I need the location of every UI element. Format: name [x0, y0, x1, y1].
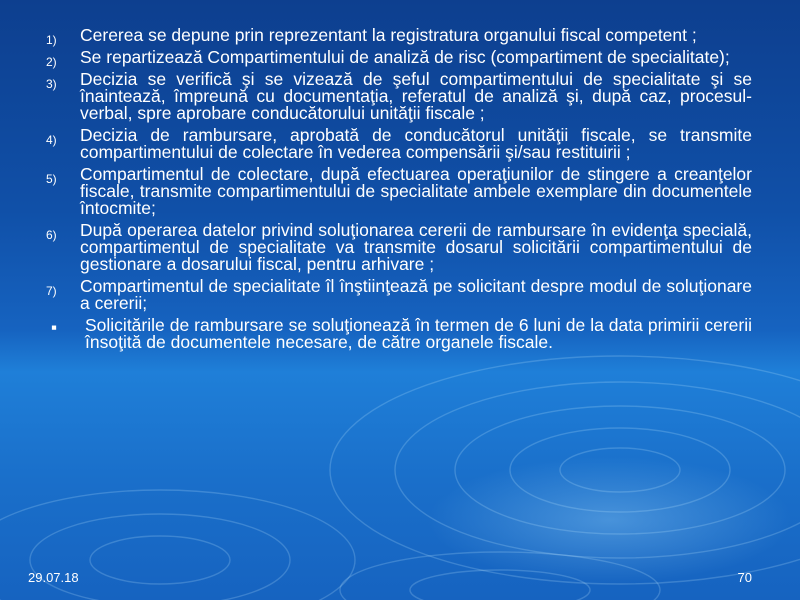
list-marker: 6)	[46, 228, 57, 242]
list-item-text: Decizia de rambursare, aprobată de conducătorul unităţii fiscale, se transmite compartimentului de colectare în vederea compensării şi/sau restituirii ;	[80, 125, 752, 162]
list-item-text: Compartimentul de specialitate îl înştiinţează pe solicitant despre modul de soluţionare a cererii;	[80, 276, 752, 313]
numbered-list	[46, 27, 752, 356]
list-item	[46, 49, 752, 71]
list-item	[46, 317, 752, 356]
list-marker: 1)	[46, 33, 57, 47]
list-item	[46, 71, 752, 127]
list-item	[46, 222, 752, 278]
list-item-text: Solicitările de rambursare se soluţionează în termen de 6 luni de la data primirii cererii însoţită de documentele necesare, de către organele fiscale.	[85, 315, 752, 352]
list-item-text: Compartimentul de colectare, după efectuarea operaţiunilor de stingere a creanţelor fiscale, transmite compartimentului de specialitate ambele exemplare din documentele întocmite;	[80, 164, 752, 218]
list-marker: 5)	[46, 172, 57, 186]
list-item	[46, 27, 752, 49]
list-item-text: Se repartizează Compartimentului de analiză de risc (compartiment de specialitate);	[80, 47, 730, 67]
list-item	[46, 166, 752, 222]
list-marker: 2)	[46, 55, 57, 69]
list-item-text: După operarea datelor privind soluţionarea cererii de rambursare în evidenţa specială, compartimentul de specialitate va transmite dosarul solicitării compartimentului de gestionare a dosarului fiscal, pentru arhivare ;	[80, 220, 752, 274]
list-marker: 4)	[46, 133, 57, 147]
list-item-text: Cererea se depune prin reprezentant la registratura organului fiscal competent ;	[80, 25, 697, 45]
list-marker: 3)	[46, 77, 57, 91]
list-item-text: Decizia se verifică şi se vizează de şeful compartimentului de specialitate şi se înaintează, împreună cu documentaţia, referatul de analiză şi, după caz, procesul-verbal, spre aprobare conducătorului unităţii fiscale ;	[80, 69, 752, 123]
footer-date: 29.07.18	[28, 570, 79, 585]
list-item	[46, 278, 752, 317]
list-marker: 7)	[46, 284, 57, 298]
square-bullet-icon: ▪	[51, 318, 58, 337]
slide-number: 70	[737, 570, 752, 585]
list-item	[46, 127, 752, 166]
